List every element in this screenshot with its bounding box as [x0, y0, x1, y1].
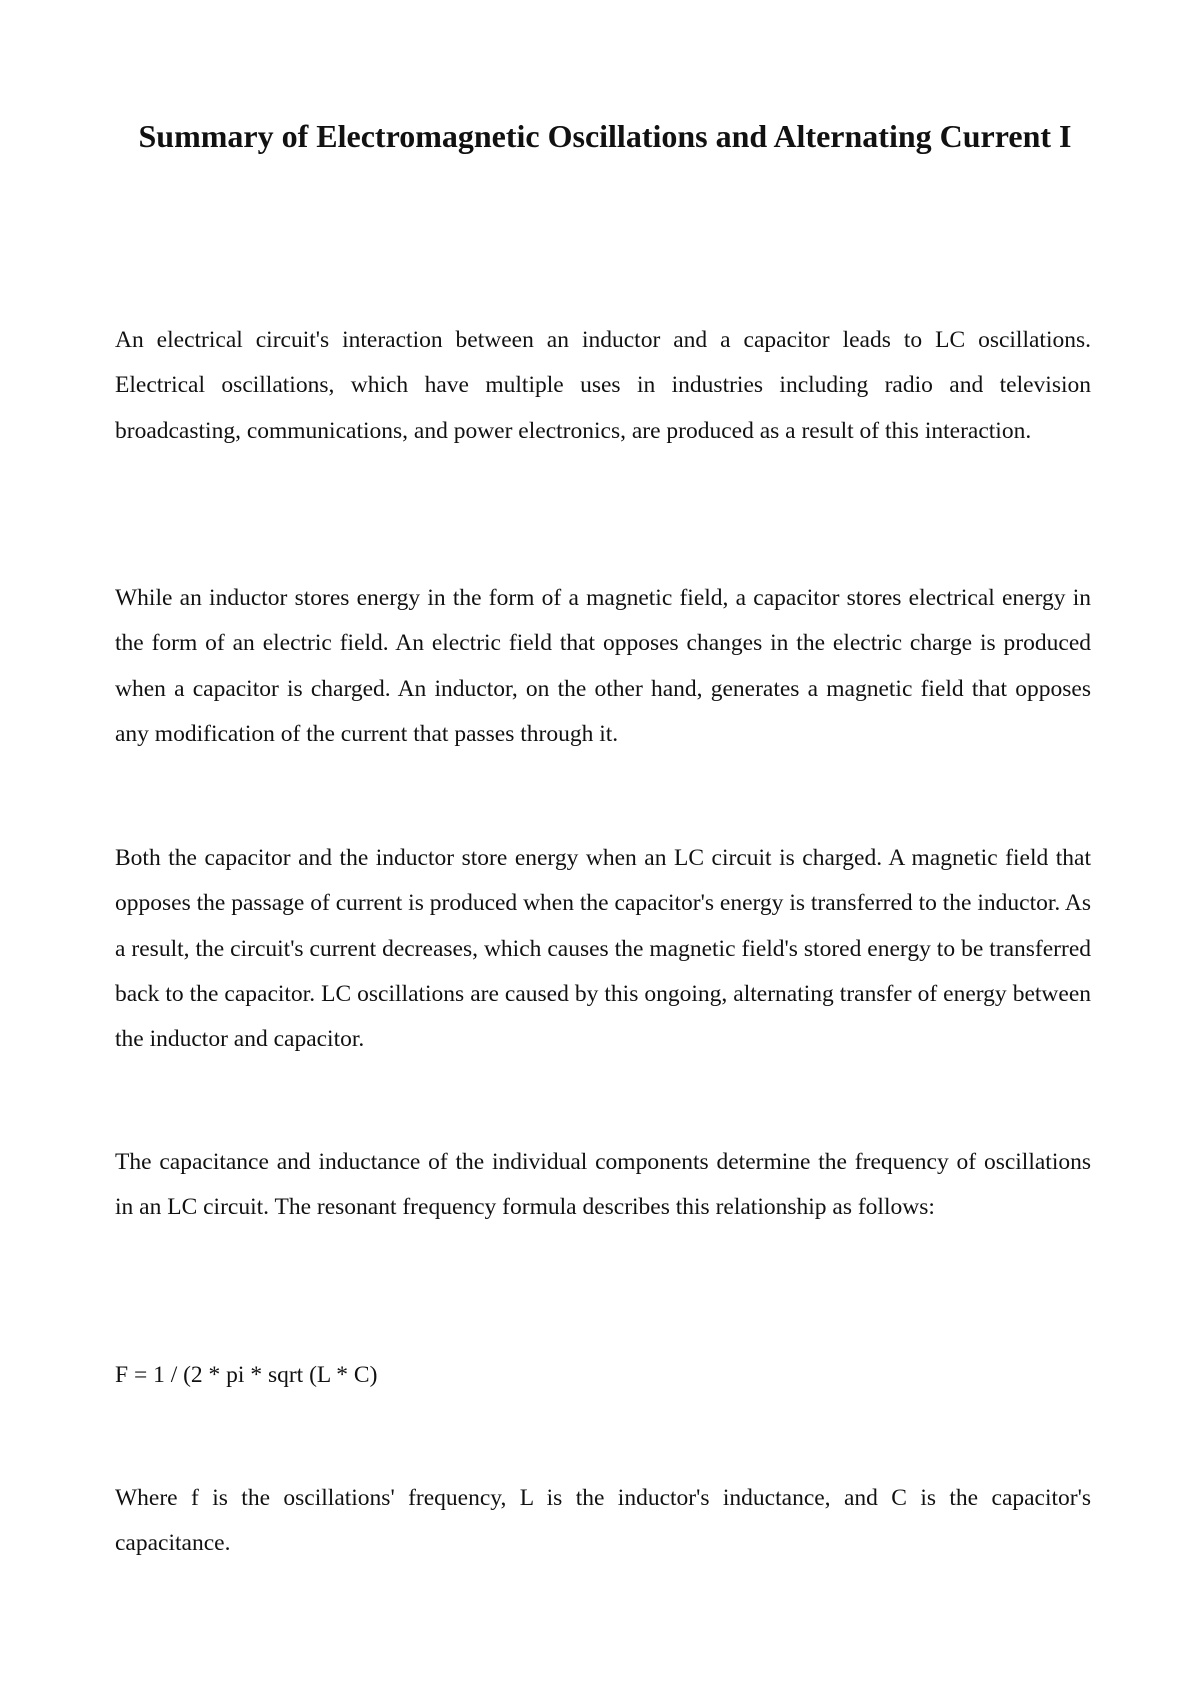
- paragraph-energy-transfer: Both the capacitor and the inductor store energy when an LC circuit is charged. A magnetic field that opposes the passage of current is produced when the capacitor's energy is transferred to the inductor. As a result, the circuit's current decreases, which causes the magnetic field's stored energy to be transferred back to the capacitor. LC oscillations are caused by this ongoing, alternating transfer of energy between the inductor and capacitor.: [115, 845, 1091, 1053]
- paragraph-resonant-frequency: The capacitance and inductance of the individual components determine the frequency of oscillations in an LC circuit. The resonant frequency formula describes this relationship as follows:: [115, 1149, 1091, 1221]
- paragraph-energy-storage: While an inductor stores energy in the form of a magnetic field, a capacitor stores electrical energy in the form of an electric field. An electric field that opposes changes in the electric charge is produced when a capacitor is charged. An inductor, on the other hand, generates a magnetic field that opposes any modification of the current that passes through it.: [115, 585, 1091, 747]
- page-title: Summary of Electromagnetic Oscillations and Alternating Current I: [138, 118, 1072, 154]
- resonant-frequency-formula: F = 1 / (2 * pi * sqrt (L * C): [115, 1362, 378, 1388]
- paragraph-formula-explanation: Where f is the oscillations' frequency, L is the inductor's inductance, and C is the capacitor's capacitance.: [115, 1485, 1091, 1557]
- paragraph-lc-oscillations-intro: An electrical circuit's interaction between an inductor and a capacitor leads to LC oscillations. Electrical oscillations, which have multiple uses in industries including radio and television broadcasting, communications, and power electronics, are produced as a result of this interaction.: [115, 327, 1091, 444]
